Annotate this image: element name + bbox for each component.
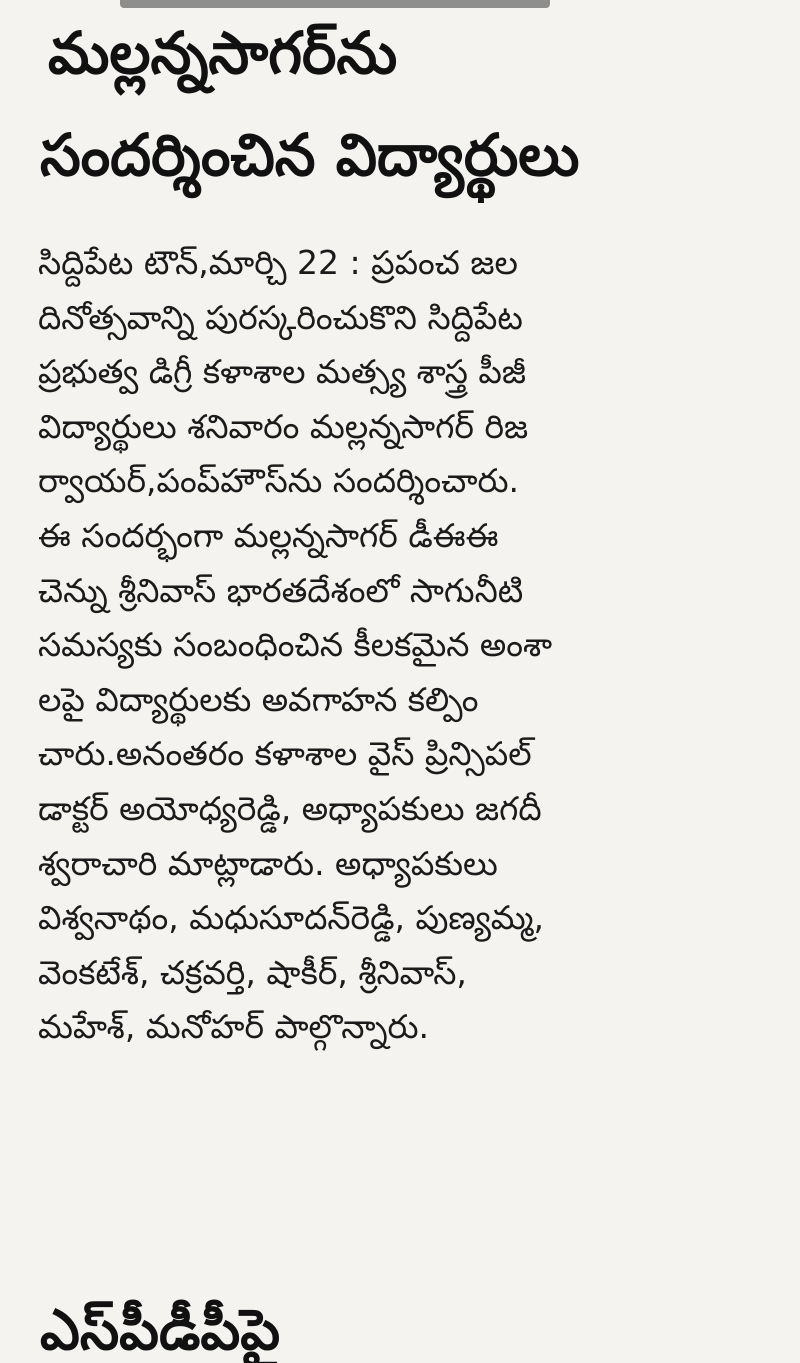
body-line: విద్యార్థులు శనివారం మల్లన్నసాగర్‌ రిజ [38, 406, 529, 446]
body-line: ఈ సందర్భంగా మల్లన్నసాగర్‌ డీఈఈ [38, 515, 499, 555]
headline-line-1: మల్లన్నసాగర్‌ను [48, 19, 398, 87]
body-line: చారు.అనంతరం కళాశాల వైస్‌ ప్రిన్సిపల్‌ [38, 734, 532, 774]
body-line: సిద్దిపేట టౌన్‌,మార్చి 22 : ప్రపంచ జల [38, 243, 518, 282]
body-line: చెన్ను శ్రీనివాస్‌ భారతదేశంలో సాగునీటి [38, 570, 524, 610]
article-body [38, 236, 780, 1055]
body-line: ర్వాయర్‌,పంప్‌హౌస్‌ను సందర్శించారు. [38, 461, 519, 501]
body-line: విశ్వనాథం, మధుసూదన్‌రెడ్డి, పుణ్యమ్మ, [38, 898, 544, 938]
body-line: ప్రభుత్వ డిగ్రీ కళాశాల మత్స్య శాస్త్ర పీజీ [38, 352, 526, 392]
body-line: సమస్యకు సంబంధించిన కీలకమైన అంశా [38, 625, 553, 665]
body-line: దినోత్సవాన్ని పురస్కరించుకొని సిద్దిపేట [38, 297, 523, 337]
body-line: మహేశ్‌, మనోహర్‌ పాల్గొన్నారు. [38, 1007, 430, 1047]
headline-line-2: సందర్శించిన విద్యార్థులు [40, 121, 580, 189]
body-line: వెంకటేశ్‌, చక్రవర్తి, షాకీర్‌, శ్రీనివాస్‌, [38, 952, 467, 992]
previous-article-cutoff [120, 0, 550, 8]
next-article-headline: ఎస్‌పీడీపీపై [40, 1298, 281, 1363]
body-line: డాక్టర్‌ అయోధ్యరెడ్డి, అధ్యాపకులు జగదీ [38, 788, 542, 828]
body-line: లపై విద్యార్థులకు అవగాహన కల్పిం [38, 679, 479, 719]
body-line: శ్వరాచారి మాట్లాడారు. అధ్యాపకులు [38, 843, 498, 883]
